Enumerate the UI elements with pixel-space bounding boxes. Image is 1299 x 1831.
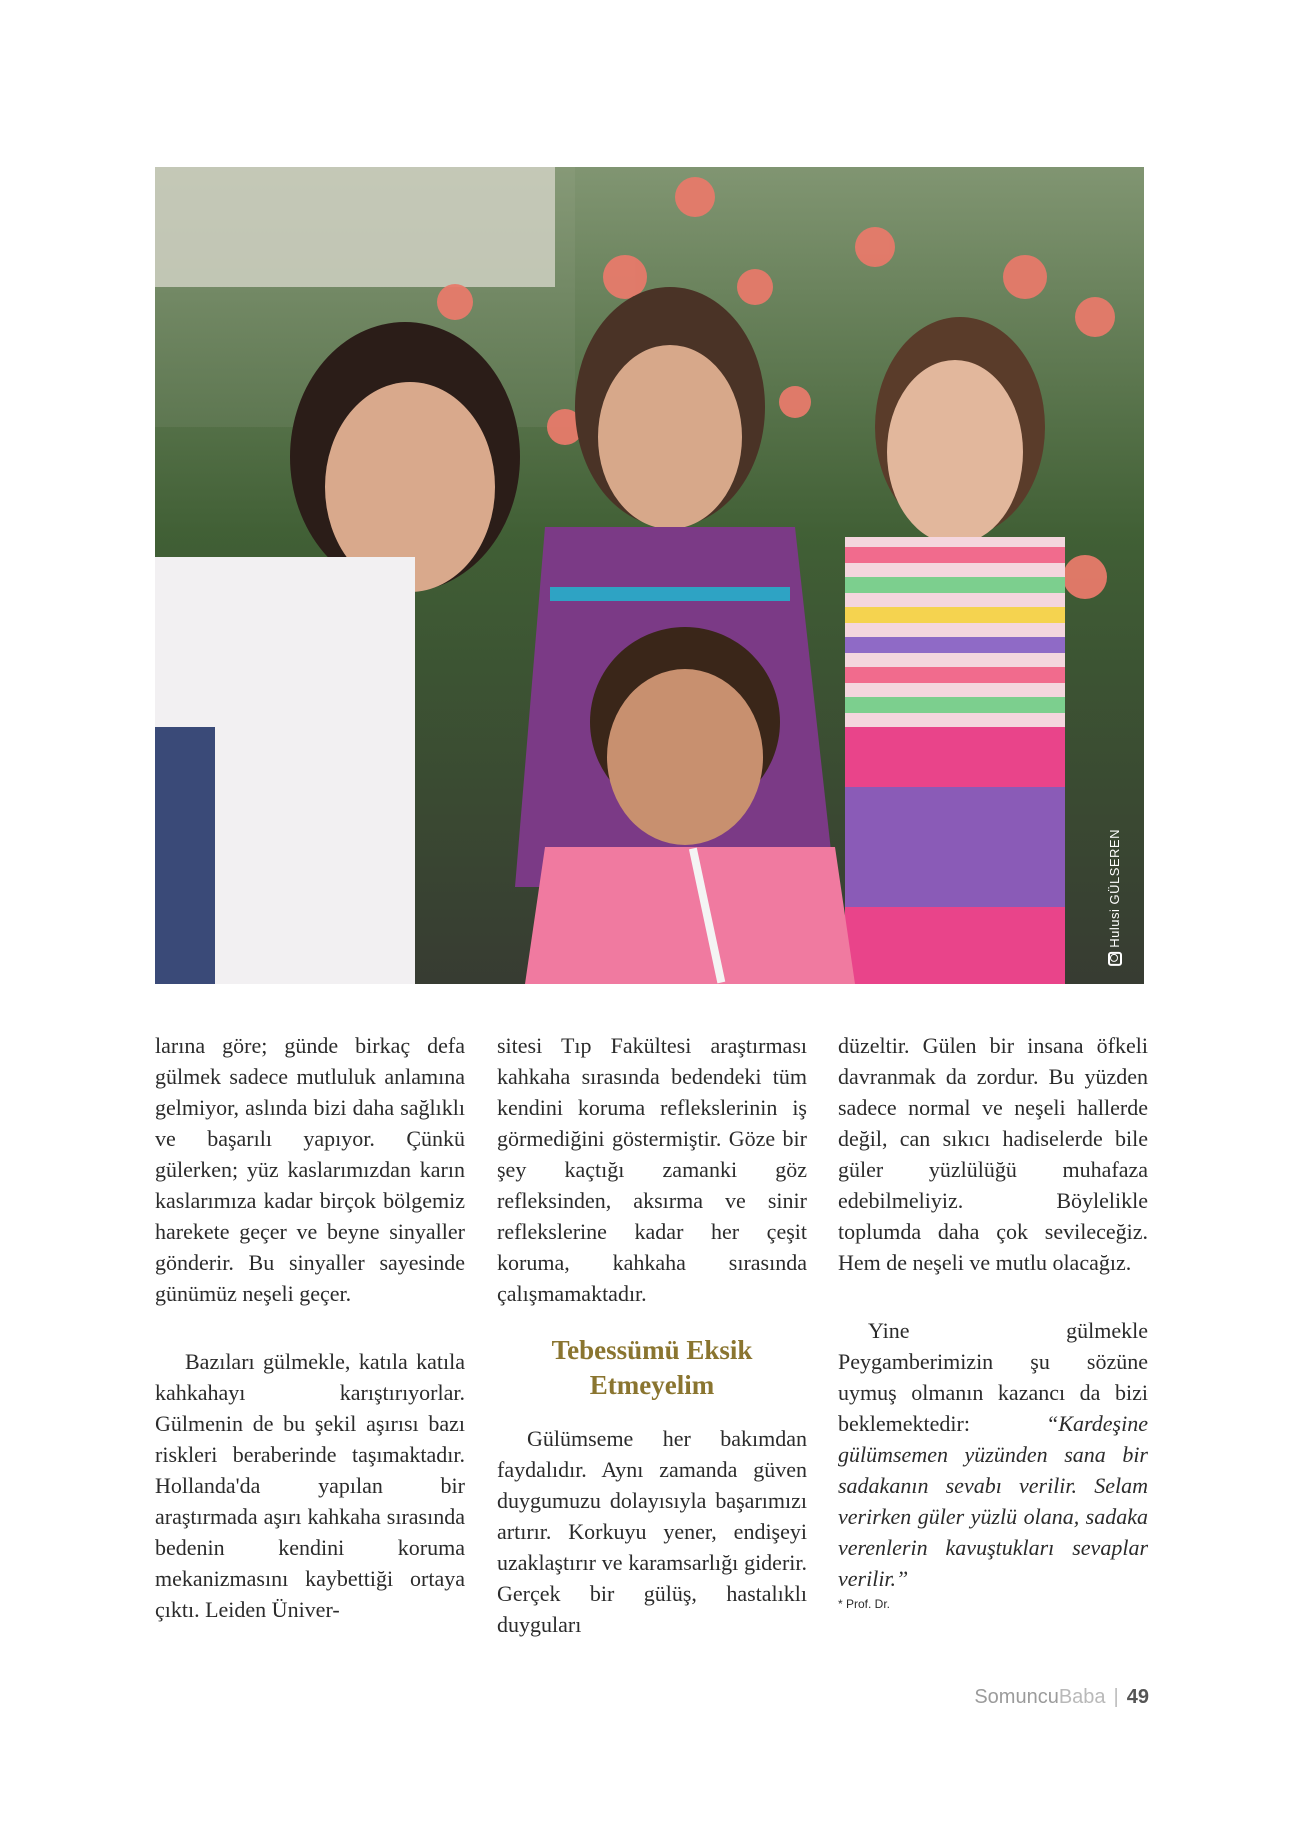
paragraph: düzeltir. Gülen bir insana öfkeli davranmak da zordur. Bu yüzden sadece normal ve neşeli hallerde değil, can sıkıcı hadiselerde bile güler yüzlülüğü muhafaza edebilmeliyiz. Böylelikle toplumda daha çok sevileceğiz. Hem de neşeli ve mutlu olacağız. [838, 1033, 1148, 1275]
paragraph-intro: Yine gülmekle Peygamberimizin şu sözüne uymuş olmanın kazancı da bizi beklemektedir: [838, 1318, 1148, 1436]
section-heading [497, 1333, 807, 1403]
paragraph: sitesi Tıp Fakültesi araştırması kahkaha sırasında bedendeki tüm kendini koruma reflekslerinin iş görmediğini göstermiştir. Göze bir şey kaçtığı zamanki göz refleksinden, aksırma ve sinir reflekslerine kadar her çeşit koruma, kahkaha sırasında çalışmamaktadır. [497, 1033, 807, 1306]
heading-line: Etmeyelim [589, 1370, 715, 1400]
photo-credit [1107, 829, 1122, 970]
brand-part-1: Somuncu [974, 1686, 1059, 1708]
hadith-quote: “Kardeşine gülümsemen yüzünden sana bir sadakanın sevabı verilir. Selam verirken güler yüzlü olana, sadaka verenlerin kavuştukları sevaplar verilir.” [838, 1411, 1148, 1591]
brand-part-2: Baba [1058, 1686, 1106, 1708]
column-1 [155, 1030, 465, 1625]
photo-credit-text: Hulusi GÜLSEREN [1107, 829, 1122, 948]
paragraph: Bazıları gülmekle, katıla katıla kahkahayı karıştırıyorlar. Gülmenin de bu şekil aşırısı bazı riskleri beraberinde taşımaktadır. Hollanda'da yapılan bir araştırmada aşırı kahkaha sırasında bedenin kendini koruma mekanizmasını kaybettiği ortaya çıktı. Leiden Üniver- [155, 1349, 465, 1622]
photo-illustration [155, 167, 1144, 984]
column-3 [838, 1030, 1148, 1614]
page-footer [974, 1686, 1149, 1709]
paragraph: Gülümseme her bakımdan faydalıdır. Aynı zamanda güven duygumuzu dolayısıyla başarımızı artırır. Korkuyu yener, endişeyi uzaklaştırır ve karamsarlığı giderir. Gerçek bir gülüş, hastalıklı duyguları [497, 1426, 807, 1637]
camera-icon [1108, 952, 1122, 966]
photo-children-roses [155, 167, 1144, 984]
page-number: 49 [1126, 1686, 1149, 1708]
footnote: * Prof. Dr. [838, 1597, 891, 1611]
paragraph: larına göre; günde birkaç defa gülmek sadece mutluluk anlamına gelmiyor, aslında bizi daha sağlıklı ve başarılı yapıyor. Çünkü gülerken; yüz kaslarımızdan karın kaslarımıza kadar birçok bölgemiz harekete geçer ve beyne sinyaller gönderir. Bu sinyaller sayesinde günümüz neşeli geçer. [155, 1033, 465, 1306]
heading-line: Tebessümü Eksik [551, 1335, 753, 1365]
column-2 [497, 1030, 807, 1640]
brand-name [974, 1686, 1105, 1709]
paragraph [838, 1315, 1148, 1594]
footer-separator: | [1113, 1686, 1119, 1708]
